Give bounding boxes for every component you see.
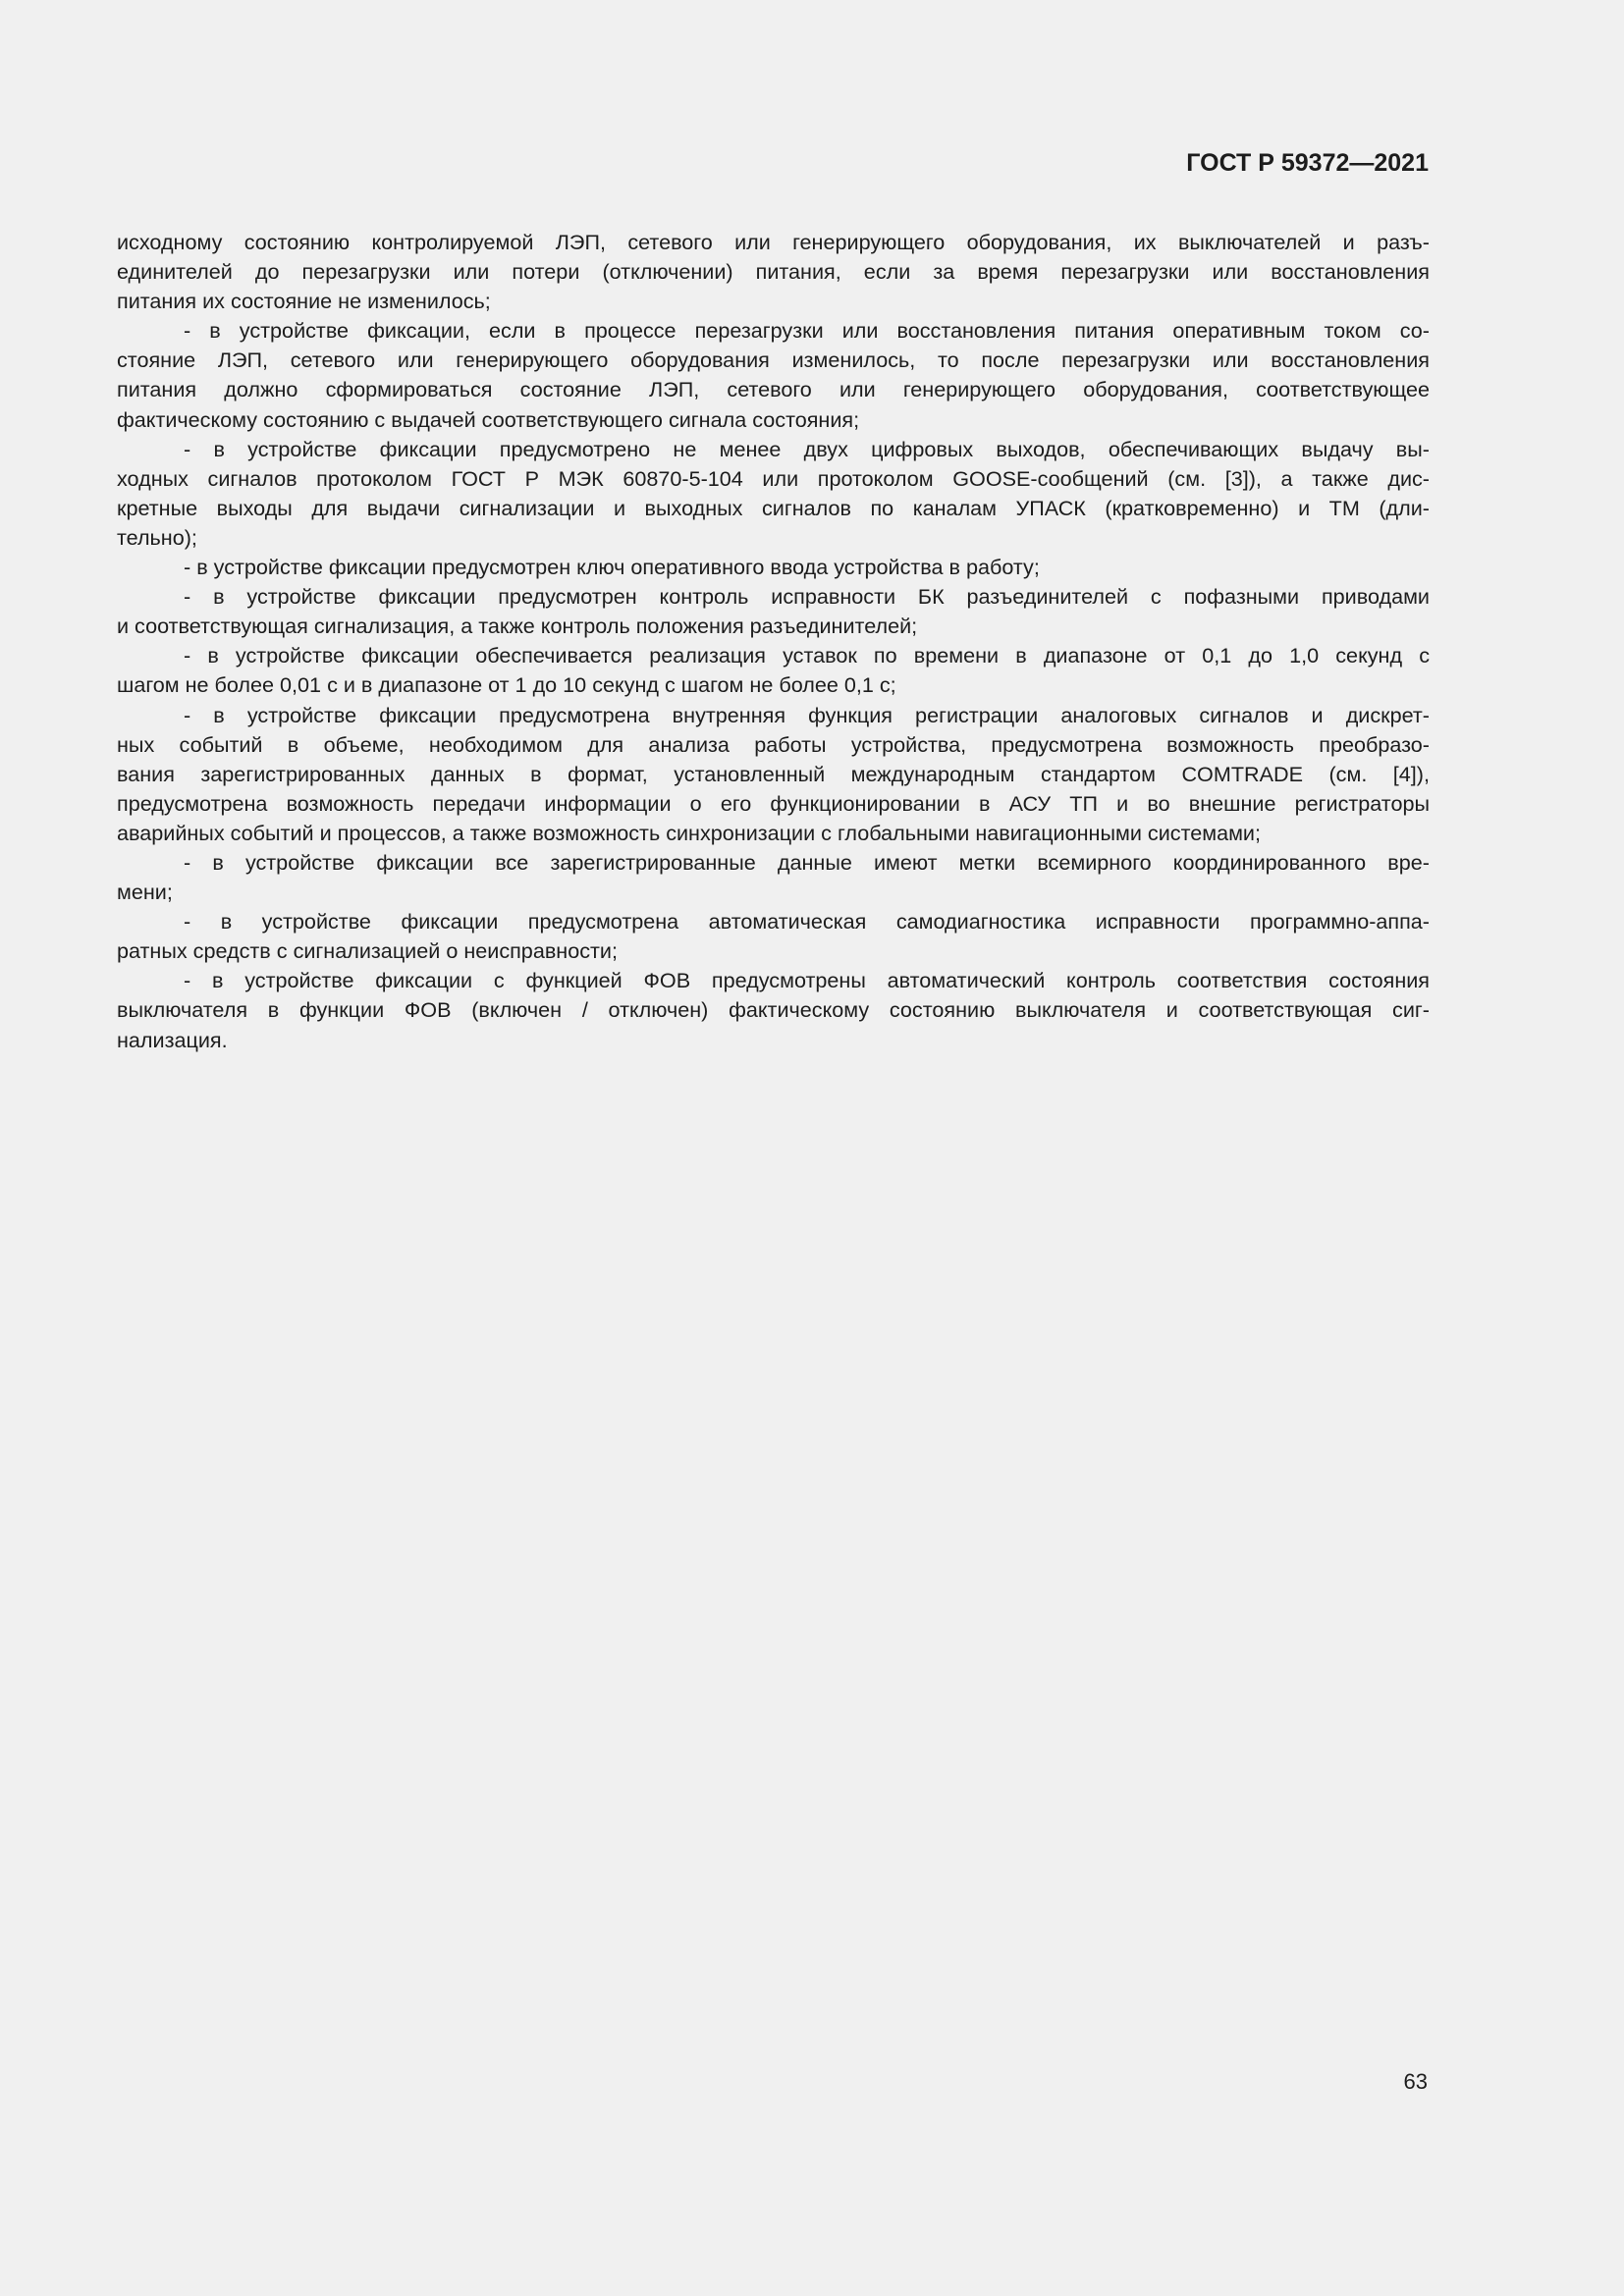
text-line: шагом не более 0,01 с и в диапазоне от 1 до 10 секунд с шагом не более 0,1 с; [117,672,896,698]
text-line: предусмотрена возможность передачи информации о его функционировании в АСУ ТП и во внешние регистраторы [117,790,1430,816]
paragraph [117,435,1430,553]
page-number: 63 [1403,2069,1428,2094]
paragraph [117,848,1430,907]
text-line: аварийных событий и процессов, а также возможность синхронизации с глобальными навигационными системами; [117,820,1261,845]
text-line: - в устройстве фиксации предусмотрен ключ оперативного ввода устройства в работу; [184,555,1040,580]
text-line: ходных сигналов протоколом ГОСТ Р МЭК 60870-5-104 или протоколом GOOSE-сообщений (см. [3]), а также дис- [117,465,1430,491]
text-line: - в устройстве фиксации, если в процессе перезагрузки или восстановления питания оперативным током со- [184,318,1430,344]
paragraph [117,228,1430,316]
text-line: тельно); [117,524,197,550]
text-line: питания должно сформироваться состояние ЛЭП, сетевого или генерирующего оборудования, соответствующее [117,377,1430,402]
paragraph [117,907,1430,966]
text-line: - в устройстве фиксации предусмотрен контроль исправности БК разъединителей с пофазными приводами [184,584,1430,610]
text-line: - в устройстве фиксации предусмотрена автоматическая самодиагностика исправности программно-аппа- [184,909,1430,934]
text-line: и соответствующая сигнализация, а также контроль положения разъединителей; [117,614,918,639]
text-line: нализация. [117,1027,228,1052]
paragraph [117,582,1430,641]
document-body [117,228,1430,1055]
text-line: фактическому состоянию с выдачей соответствующего сигнала состояния; [117,406,860,432]
text-line: - в устройстве фиксации с функцией ФОВ предусмотрены автоматический контроль соответствия состояния [184,968,1430,993]
text-line: - в устройстве фиксации обеспечивается реализация уставок по времени в диапазоне от 0,1 до 1,0 секунд с [184,643,1430,668]
text-line: мени; [117,880,173,905]
text-line: питания их состояние не изменилось; [117,289,491,314]
text-line: - в устройстве фиксации предусмотрено не менее двух цифровых выходов, обеспечивающих выдачу вы- [184,436,1430,461]
paragraph [117,641,1430,700]
text-line: - в устройстве фиксации предусмотрена внутренняя функция регистрации аналоговых сигналов и дискрет- [184,702,1430,727]
document-header-id: ГОСТ Р 59372—2021 [1186,149,1429,177]
text-line: стояние ЛЭП, сетевого или генерирующего оборудования изменилось, то после перезагрузки или восстановления [117,347,1430,373]
paragraph [117,966,1430,1054]
text-line: кретные выходы для выдачи сигнализации и выходных сигналов по каналам УПАСК (кратковременно) и ТМ (дли- [117,495,1430,520]
paragraph [117,316,1430,434]
text-line: исходному состоянию контролируемой ЛЭП, сетевого или генерирующего оборудования, их выключателей и разъ- [117,230,1430,254]
text-line: выключателя в функции ФОВ (включен / отключен) фактическому состоянию выключателя и соответствующая сиг- [117,997,1430,1023]
text-line: единителей до перезагрузки или потери (отключении) питания, если за время перезагрузки или восстановления [117,259,1430,285]
text-line: ратных средств с сигнализацией о неисправности; [117,938,618,964]
text-line: ных событий в объеме, необходимом для анализа работы устройства, предусмотрена возможность преобразо- [117,731,1430,757]
paragraph [117,553,1430,582]
text-line: вания зарегистрированных данных в формат, установленный международным стандартом COMTRADE (см. [4]), [117,761,1430,786]
text-line: - в устройстве фиксации все зарегистрированные данные имеют метки всемирного координированного вре- [184,849,1430,875]
paragraph [117,701,1430,848]
